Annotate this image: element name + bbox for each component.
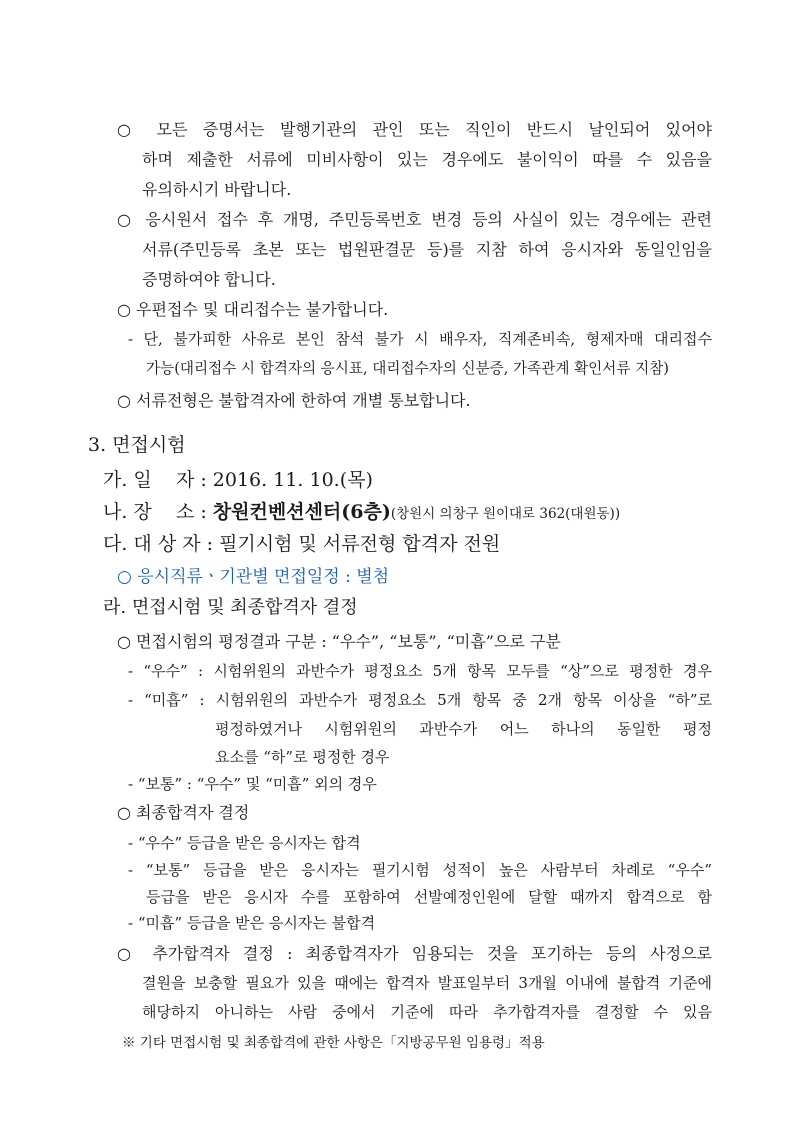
interview-target-label: 다. 대 상 자 : [103, 533, 214, 555]
bullet-document-screening: ○ 서류전형은 불합격자에 한하여 개별 통보합니다. [117, 391, 471, 410]
interview-date-label: 가. 일 자 : [103, 469, 207, 491]
bullet-certificates-line2: 하며 제출한 서류에 미비사항이 있는 경우에도 불이익이 따를 수 있음을 [142, 150, 712, 169]
final-pass-item-3: - “미흡” 등급을 받은 응시자는 불합격 [128, 914, 376, 932]
proxy-exception-line2: 가능(대리접수 시 합격자의 응시표, 대리접수자의 신분증, 가족관계 확인서류 지참) [146, 360, 669, 377]
interview-venue-value: 창원컨벤션센터(6층) [212, 501, 391, 523]
proxy-exception-line1: - 단, 불가피한 사유로 본인 참석 불가 시 배우자, 직계존비속, 형제자매 대리접수 [128, 330, 712, 348]
final-pass-item-2-line2: 등급을 받은 응시자 수를 포함하여 선발예정인원에 달할 때까지 합격으로 함 [146, 888, 712, 906]
bullet-name-change-line2: 서류(주민등록 초본 또는 법원판결문 등)를 지참 하여 응시자와 동일인임을 [142, 240, 712, 259]
bullet-certificates-line1: ○ 모든 증명서는 발행기관의 관인 또는 직인이 반드시 날인되어 있어야 [117, 120, 712, 139]
grade-poor-line1: - “미흡” : 시험위원의 과반수가 평정요소 5개 항목 중 2개 항목 이상을 “하”로 [128, 691, 712, 709]
additional-pass-line2: 결원을 보충할 필요가 있을 때에는 합격자 발표일부터 3개월 이내에 불합격 기준에 [142, 974, 712, 992]
final-pass-title: ○ 최종합격자 결정 [117, 803, 250, 822]
final-pass-item-2-line1: - “보통” 등급을 받은 응시자는 필기시험 성적이 높은 사람부터 차례로 “우수” [128, 861, 712, 879]
footnote: ※ 기타 면접시험 및 최종합격에 관한 사항은「지방공무원 임용령」적용 [122, 1035, 545, 1051]
grade-excellent: - “우수” : 시험위원의 과반수가 평정요소 5개 항목 모두를 “상”으로 평정한 경우 [128, 662, 712, 680]
section-title: 3. 면접시험 [88, 434, 186, 456]
additional-pass-line1: ○ 추가합격자 결정 : 최종합격자가 임용되는 것을 포기하는 등의 사정으로 [117, 944, 712, 963]
interview-target [103, 534, 500, 554]
bullet-certificates-line3: 유의하시기 바랍니다. [142, 180, 292, 199]
grade-poor-line3: 요소를 “하”로 평정한 경우 [215, 748, 390, 766]
interview-venue [103, 502, 620, 524]
additional-pass-line3: 해당하지 아니하는 사람 중에서 기준에 따라 추가합격자를 결정할 수 있음 [142, 1003, 712, 1021]
interview-schedule-note: ○ 응시직류ㆍ기관별 면접일정 : 별첨 [117, 567, 390, 587]
final-pass-item-1: - “우수” 등급을 받은 응시자는 합격 [128, 834, 361, 852]
bullet-no-proxy: ○ 우편접수 및 대리접수는 불가합니다. [117, 300, 389, 319]
bullet-name-change-line1: ○ 응시원서 접수 후 개명, 주민등록번호 변경 등의 사실이 있는 경우에는 관련 [117, 210, 712, 229]
interview-date-value: 2016. 11. 10.(목) [212, 469, 373, 491]
bullet-name-change-line3: 증명하여야 합니다. [142, 270, 276, 289]
grade-poor-line2: 평정하였거나 시험위원의 과반수가 어느 하나의 동일한 평정 [215, 720, 712, 738]
grade-normal: - “보통” : “우수” 및 “미흡” 외의 경우 [128, 775, 377, 793]
interview-target-value: 필기시험 및 서류전형 합격자 전원 [219, 533, 501, 555]
interview-venue-address: (창원시 의창구 원이대로 362(대원동)) [390, 506, 621, 522]
interview-venue-label: 나. 장 소 : [103, 501, 207, 523]
eval-grades-title: ○ 면접시험의 평정결과 구분 : “우수”, “보통”, “미흡”으로 구분 [117, 632, 561, 651]
interview-date [103, 470, 373, 490]
ra-title: 라. 면접시험 및 최종합격자 결정 [103, 597, 358, 618]
